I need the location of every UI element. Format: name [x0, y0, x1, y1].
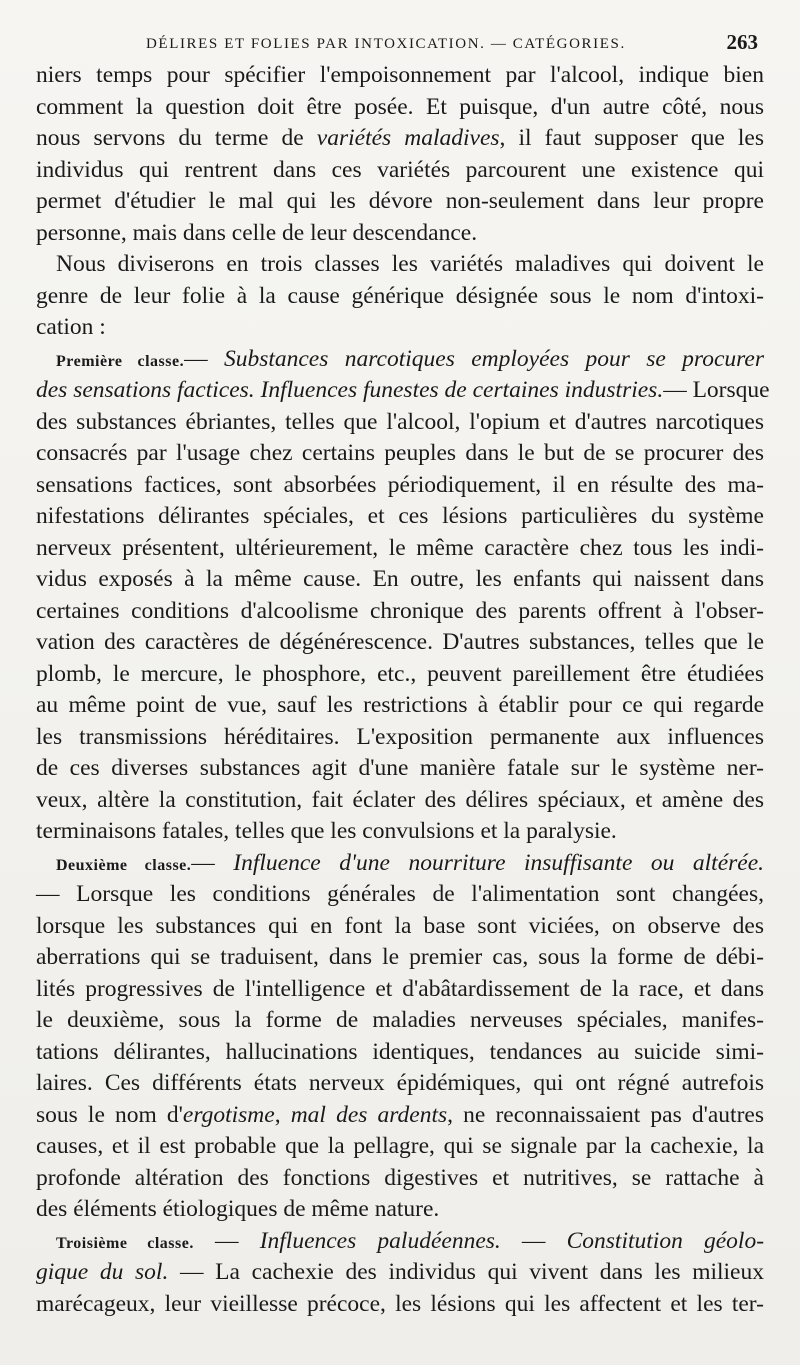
text-line	[36, 344, 764, 376]
text-line: lorsque les substances qui en font la base sont viciées, on observe des	[36, 912, 764, 939]
text-span: —	[191, 849, 234, 876]
text-line: cation :	[36, 314, 106, 340]
running-head	[36, 30, 764, 60]
text-span: —	[500, 1227, 567, 1254]
text-line: vidus exposés à la même cause. En outre, les enfants qui naissent dans	[36, 566, 764, 592]
text-line: aberrations qui se traduisent, dans le premier cas, sous la forme de débi-	[36, 944, 764, 970]
text-line: des substances ébriantes, telles que l'alcool, l'opium et d'autres narcotiques	[36, 408, 764, 435]
text-line: nifestations délirantes spéciales, et ces lésions particulières du système	[36, 503, 764, 529]
italic-title: Substances narcotiques employées pour se procurer	[223, 345, 764, 372]
paragraph-premiere-classe	[36, 344, 770, 848]
text-line: permet d'étudier le mal qui les dévore non-seulement dans leur propre	[36, 188, 764, 214]
paragraph-1	[36, 60, 764, 249]
text-line: — Lorsque les conditions générales de l'alimentation sont changées,	[36, 881, 764, 907]
text-line: au même point de vue, sauf les restrictions à établir pour ce qui regarde	[36, 692, 764, 718]
italic-term: ergotisme	[182, 1101, 275, 1128]
text-line: plomb, le mercure, le phosphore, etc., peuvent pareillement être étudiées	[36, 660, 764, 687]
text-line	[36, 848, 764, 880]
text-line	[36, 375, 770, 407]
text-span: , il faut supposer que les	[499, 125, 764, 151]
section-heading: Première classe.	[56, 352, 185, 370]
paragraph-2	[36, 249, 764, 344]
text-line	[36, 1226, 764, 1258]
text-line	[36, 1100, 764, 1132]
italic-term: variétés maladives	[316, 125, 500, 151]
text-line: laires. Ces différents états nerveux épidémiques, qui ont régné autrefois	[36, 1070, 764, 1096]
text-line: consacrés par l'usage chez certains peuples dans le but de se procurer des	[36, 440, 764, 466]
text-line	[36, 123, 764, 155]
section-heading: Deuxième classe.	[56, 856, 192, 874]
text-line: marécageux, leur vieillesse précoce, les lésions qui les affectent et les ter-	[36, 1290, 764, 1317]
text-line: les transmissions héréditaires. L'exposition permanente aux influences	[36, 723, 764, 750]
italic-title: Constitution géolo-	[566, 1227, 765, 1254]
page-number: 263	[726, 30, 758, 54]
text-line: comment la question doit être posée. Et puisque, d'un autre côté, nous	[36, 93, 764, 120]
text-line: niers temps pour spécifier l'empoisonnement par l'alcool, indique bien	[36, 62, 764, 88]
text-span: , ne reconnaissaient pas d'autres	[447, 1101, 764, 1128]
italic-title: gique du sol.	[36, 1259, 169, 1285]
text-line: sensations factices, sont absorbées périodiquement, il en résulte des ma-	[36, 471, 764, 498]
running-title: DÉLIRES ET FOLIES PAR INTOXICATION. — CATÉGORIES.	[146, 36, 626, 52]
text-line: certaines conditions d'alcoolisme chronique des parents offrent à l'obser-	[36, 597, 764, 624]
italic-title: des sensations factices. Influences funestes de certaines industries.	[36, 377, 664, 403]
text-span: —	[184, 345, 224, 372]
text-line: le deuxième, sous la forme de maladies nerveuses spéciales, manifes-	[36, 1007, 764, 1033]
text-line: profonde altération des fonctions digestives et nutritives, se rattache à	[36, 1164, 764, 1191]
paragraph-troisieme-classe	[36, 1226, 764, 1321]
text-line: terminaisons fatales, telles que les convulsions et la paralysie.	[36, 818, 617, 844]
paragraph-deuxieme-classe	[36, 848, 764, 1226]
text-span: — La cachexie des individus qui vivent dans les milieux	[168, 1259, 764, 1285]
text-span: ,	[274, 1101, 291, 1128]
text-line: Nous diviserons en trois classes les variétés maladives qui doivent le	[56, 251, 764, 277]
text-line	[36, 1257, 764, 1289]
italic-title: Influence d'une nourriture insuffisante ou altérée.	[233, 849, 765, 876]
text-line: genre de leur folie à la cause générique désignée sous le nom d'intoxi-	[36, 282, 764, 309]
text-line: tations délirantes, hallucinations identiques, tendances au suicide simi-	[36, 1038, 764, 1065]
text-span: — Lorsque	[663, 377, 770, 403]
text-line: individus qui rentrent dans ces variétés parcourent une existence qui	[36, 156, 764, 183]
text-line: personne, mais dans celle de leur descendance.	[36, 219, 478, 246]
text-span: sous le nom d'	[36, 1101, 183, 1128]
text-line: des éléments étiologiques de même nature.	[36, 1196, 440, 1222]
italic-term: mal des ardents	[290, 1101, 448, 1128]
text-line: lités progressives de l'intelligence et d'abâtardissement de la race, et dans	[36, 975, 764, 1002]
text-line: causes, et il est probable que la pellagre, qui se signale par la cachexie, la	[36, 1133, 764, 1159]
section-heading: Troisième classe.	[56, 1234, 194, 1252]
italic-title: Influences paludéennes.	[259, 1227, 501, 1254]
body-text	[36, 60, 770, 1320]
text-line: nerveux présentent, ultérieurement, le même caractère chez tous les indi-	[36, 534, 764, 561]
text-line: de ces diverses substances agit d'une manière fatale sur le système ner-	[36, 755, 764, 781]
text-line: vation des caractères de dégénérescence. D'autres substances, telles que le	[36, 629, 764, 655]
text-span: —	[193, 1227, 260, 1254]
text-line: veux, altère la constitution, fait éclater des délires spéciaux, et amène des	[36, 786, 764, 813]
text-span: nous servons du terme de	[36, 125, 304, 151]
